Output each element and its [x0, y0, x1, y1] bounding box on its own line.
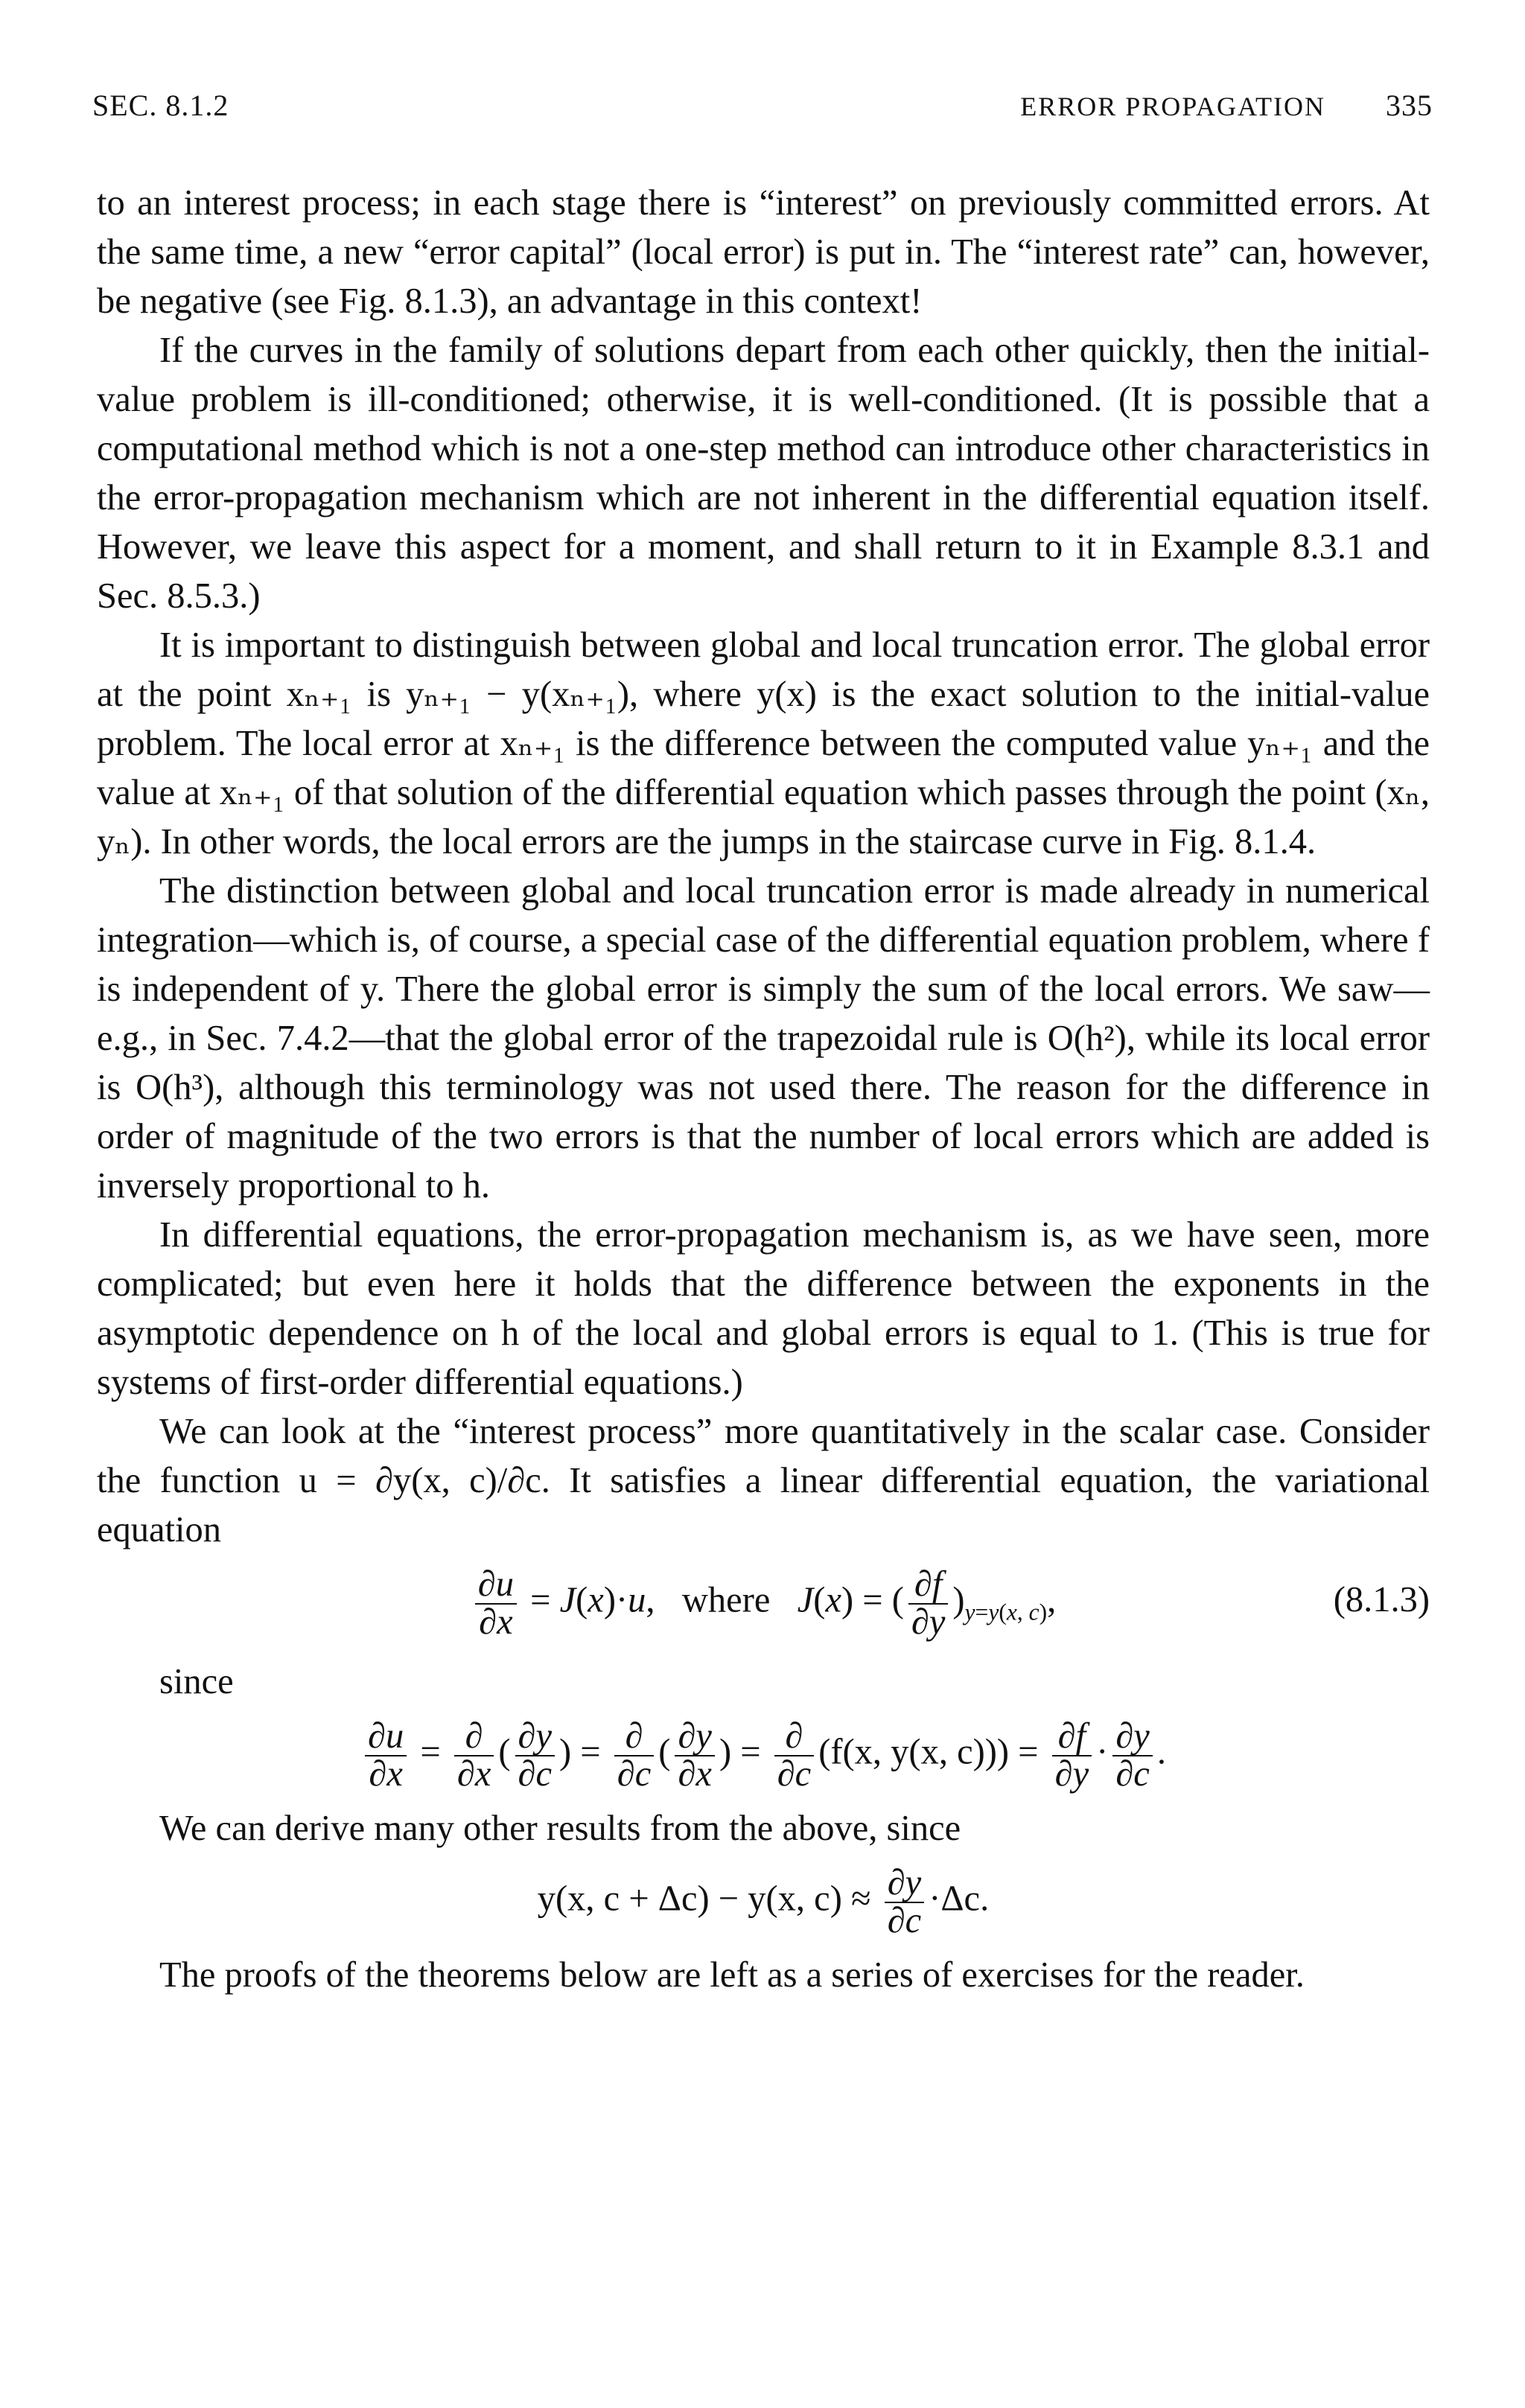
paragraph: The proofs of the theorems below are left as a series of exercises for the reader.: [159, 1955, 1305, 1995]
chapter-title: ERROR PROPAGATION: [1020, 92, 1325, 121]
equation-text: ·Δc.: [929, 1879, 990, 1919]
paragraph: In differential equations, the error-propagation mechanism is, as we have seen, more complicated; but even here it holds that the difference between the exponents in the asymptotic dependence on h of the local and global errors is equal to 1. (This is true for systems of first-order differential equations.): [97, 1215, 1430, 1402]
equation-number: (8.1.3): [1333, 1580, 1430, 1619]
equation-text: y(x, c + Δc) − y(x, c) ≈: [537, 1879, 871, 1919]
section-label: SEC. 8.1.2: [92, 89, 229, 122]
running-head: [92, 88, 1433, 133]
paragraph: It is important to distinguish between global and local truncation error. The global error at the point xₙ₊₁ is yₙ₊₁ − y(xₙ₊₁), where y(x) is the exact solution to the initial-value problem. The local error at xₙ₊₁ is the difference between the computed value yₙ₊₁ and the value at xₙ₊₁ of that solution of the differential equation which passes through the point (xₙ, yₙ). In other words, the local errors are the jumps in the staircase curve in Fig. 8.1.4.: [97, 625, 1430, 861]
where-word: where: [681, 1580, 771, 1620]
paragraph: The distinction between global and local truncation error is made already in numerical integration—which is, of course, a special case of the differential equation problem, where f is independent of y. There the global error is simply the sum of the local errors. We saw—e.g., in Sec. 7.4.2—that the global error of the trapezoidal rule is O(h²), while its local error is O(h³), although this terminology was not used there. The reason for the difference in order of magnitude of the two errors is that the number of local errors which are added is inversely proportional to h.: [97, 871, 1430, 1205]
equation-text: (f(x, y(x, c))) =: [818, 1732, 1039, 1772]
page-number: 335: [1386, 89, 1433, 122]
paragraph: We can look at the “interest process” more quantitatively in the scalar case. Consider the function u = ∂y(x, c)/∂c. It satisfies a linear differential equation, the variational equation: [97, 1412, 1430, 1549]
paragraph: We can derive many other results from the above, since: [159, 1809, 961, 1849]
since-word: since: [159, 1662, 234, 1702]
derivation-equation: $\frac{\partial u}{\partial x}$ = $\frac{\partial}{\partial x}$ ( $\frac{\partial y}{\partial c}$ ) = $\frac{\partial}{\partial c}$ ( $\frac{\partial y}{\partial x}$ ) = $\frac{\partial}{\partial c}$ (f(x, y(x, c))) = $\frac{\partial f}{\partial y}$ · $\frac{\partial y}{\partial c}$ .: [97, 1719, 1430, 1792]
difference-approximation: y(x, c + Δc) − y(x, c) ≈ $\frac{\partial y}{\partial c}$ ·Δc.: [537, 1863, 990, 1940]
variational-equation: $\frac{\partial u}{\partial x}$ = J(x)·u, where J(x) = ( $\frac{\partial f}{\partial y}$ )$_{y=y(x, c)}$, (8.1.3): [97, 1567, 1430, 1646]
body-text: [97, 179, 1430, 2000]
paragraph: If the curves in the family of solutions depart from each other quickly, then the initial-value problem is ill-conditioned; otherwise, it is well-conditioned. (It is possible that a computational method which is not a one-step method can introduce other characteristics in the error-propagation mechanism which are not inherent in the differential equation itself. However, we leave this aspect for a moment, and shall return to it in Example 8.3.1 and Sec. 8.5.3.): [97, 331, 1430, 616]
paragraph: to an interest process; in each stage there is “interest” on previously committed errors. At the same time, a new “error capital” (local error) is put in. The “interest rate” can, however, be negative (see Fig. 8.1.3), an advantage in this context!: [97, 183, 1430, 321]
